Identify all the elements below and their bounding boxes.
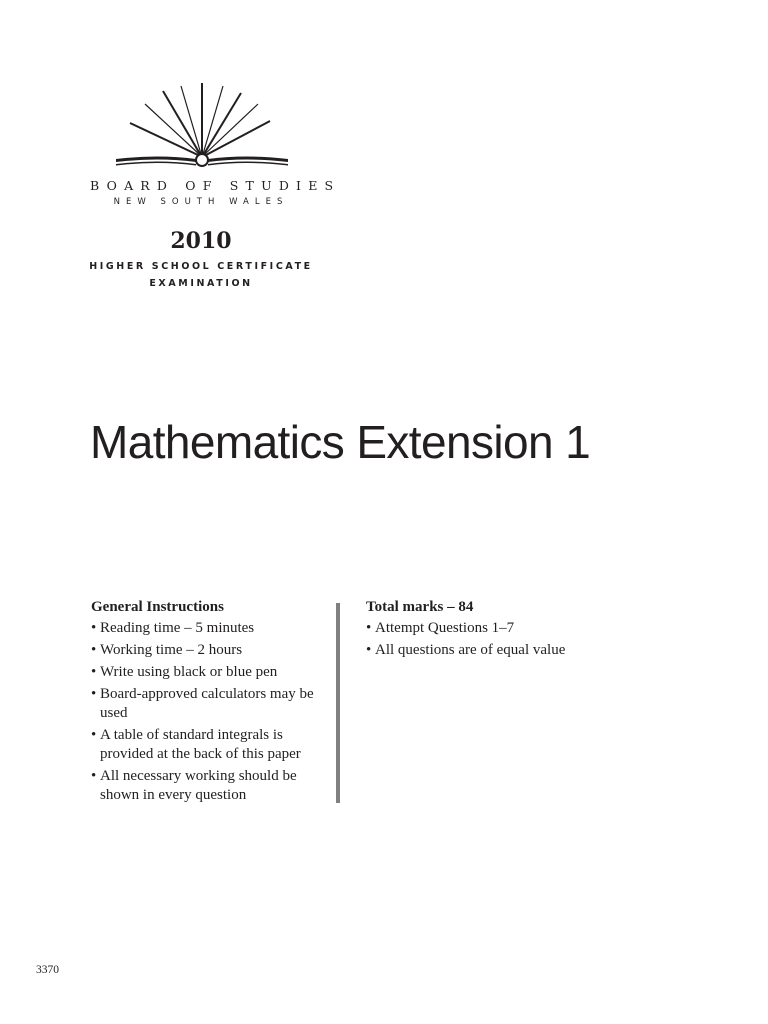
exam-title-line1: HIGHER SCHOOL CERTIFICATE bbox=[89, 261, 313, 272]
marks-item: • Attempt Questions 1–7 bbox=[366, 619, 666, 638]
organization-name: BOARD OF STUDIES bbox=[90, 178, 341, 193]
exam-title-line2: EXAMINATION bbox=[149, 278, 253, 289]
general-instructions-heading: General Instructions bbox=[91, 599, 224, 615]
instruction-item: • Reading time – 5 minutes bbox=[91, 619, 331, 638]
instructions-list bbox=[91, 619, 331, 805]
instruction-item: • A table of standard integrals is provided at the back of this paper bbox=[91, 726, 331, 764]
marks-list bbox=[366, 619, 666, 660]
column-divider bbox=[336, 603, 340, 803]
exam-year: 2010 bbox=[170, 228, 232, 254]
instruction-item: • Board-approved calculators may be used bbox=[91, 685, 331, 723]
paper-code: 3370 bbox=[36, 964, 59, 976]
instruction-item: • Working time – 2 hours bbox=[91, 641, 331, 660]
total-marks-heading: Total marks – 84 bbox=[366, 599, 474, 615]
total-marks bbox=[366, 598, 666, 663]
general-instructions bbox=[91, 598, 331, 808]
subject-title: Mathematics Extension 1 bbox=[90, 416, 591, 468]
organization-state: NEW SOUTH WALES bbox=[113, 197, 289, 207]
instruction-item: • All necessary working should be shown in every question bbox=[91, 767, 331, 805]
instruction-item: • Write using black or blue pen bbox=[91, 663, 331, 682]
marks-item: • All questions are of equal value bbox=[366, 641, 666, 660]
rising-sun-book-icon bbox=[114, 80, 290, 172]
